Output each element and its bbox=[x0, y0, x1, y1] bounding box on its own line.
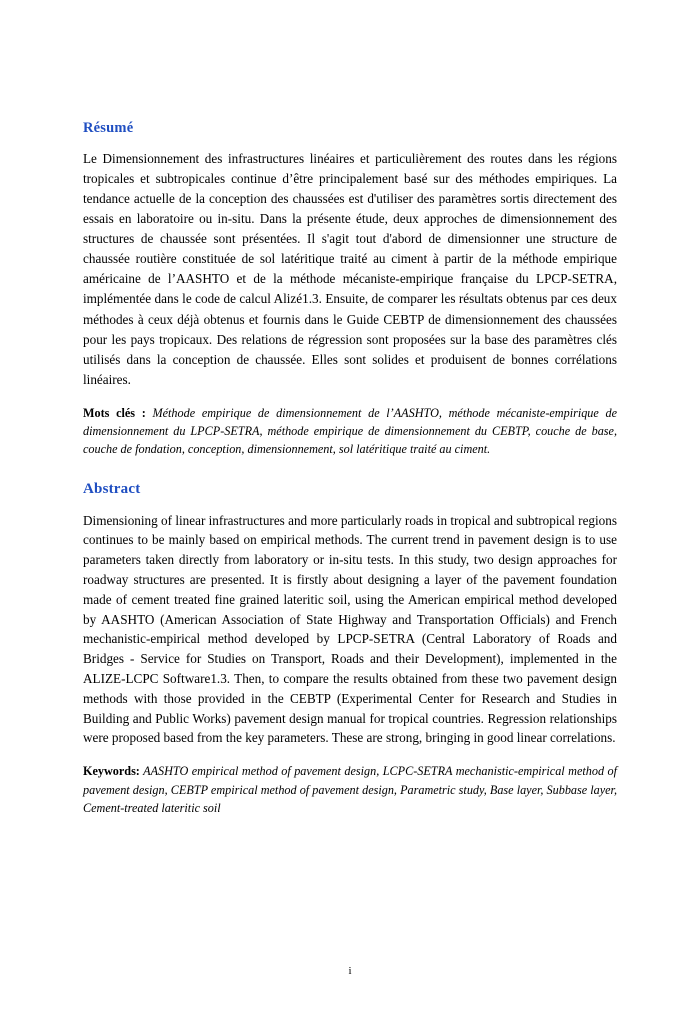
resume-body: Le Dimensionnement des infrastructures linéaires et particulièrement des routes dans les régions tropicales et subtropicales continue d’être principalement basé sur des méthodes empiriques. La tendance actuelle de la conception des chaussées est d'utiliser des paramètres sortis directement des essais en laboratoire ou in-situ. Dans la présente étude, deux approches de dimensionnement des structures de chaussée sont présentées. Il s'agit tout d'abord de dimensionner une structure de chaussée routière constituée de sol latéritique traité au ciment à partir de la méthode empirique américaine de l’AASHTO et de la méthode mécaniste-empirique française du LPCP-SETRA, implémentée dans le code de calcul Alizé1.3. Ensuite, de comparer les résultats obtenus par ces deux méthodes à ceux déjà obtenus et fournis dans le Guide CEBTP de dimensionnement des chaussées pour les pays tropicaux. Des relations de régression sont proposées sur la base des paramètres clés utilisés dans la conception de chaussée. Elles sont solides et produisent de bonnes corrélations linéaires. bbox=[83, 151, 617, 387]
resume-heading: Résumé bbox=[83, 120, 134, 136]
abstract-body: Dimensioning of linear infrastructures and more particularly roads in tropical and subtropical regions continues to be mainly based on empirical methods. The current trend in pavement design is to use parameters taken directly from laboratory or in-situ tests. In this study, two design approaches for roadway structures are presented. It is firstly about designing a layer of the pavement foundation made of cement treated fine grained lateritic soil, using the American empirical method developed by AASHTO (American Association of State Highway and Transportation Officials) and French mechanistic-empirical method developed by LPCP-SETRA (Central Laboratory of Roads and Bridges - Service for Studies on Transport, Roads and their Development), implemented in the ALIZE-LCPC Software1.3. Then, to compare the results obtained from these two pavement design methods with those provided in the CEBTP (Experimental Center for Research and Studies in Building and Public Works) pavement design manual for tropical countries. Regression relationships were proposed based from the key parameters. These are strong, bringing in good linear correlations. bbox=[83, 512, 617, 746]
page-number: i bbox=[348, 965, 352, 977]
abstract-keywords-text: AASHTO empirical method of pavement design, LCPC-SETRA mechanistic-empirical method of pavement design, CEBTP empirical method of pavement design, Parametric study, Base layer, Subbase layer, Cement-treated lateritic soil bbox=[83, 764, 617, 815]
resume-keywords-text: Méthode empirique de dimensionnement de l’AASHTO, méthode mécaniste-empirique de dimensionnement du LPCP-SETRA, méthode empirique de dimensionnement du CEBTP, couche de base, couche de fondation, conception, dimensionnement, sol latéritique traité au ciment. bbox=[83, 405, 617, 457]
abstract-heading: Abstract bbox=[83, 480, 141, 497]
resume-keywords bbox=[83, 404, 617, 459]
abstract-keywords-label: Keywords: bbox=[83, 764, 140, 779]
resume-keywords-label: Mots clés : bbox=[83, 405, 146, 420]
resume-section bbox=[83, 120, 617, 459]
abstract-section bbox=[83, 481, 617, 817]
abstract-keywords bbox=[83, 762, 617, 817]
